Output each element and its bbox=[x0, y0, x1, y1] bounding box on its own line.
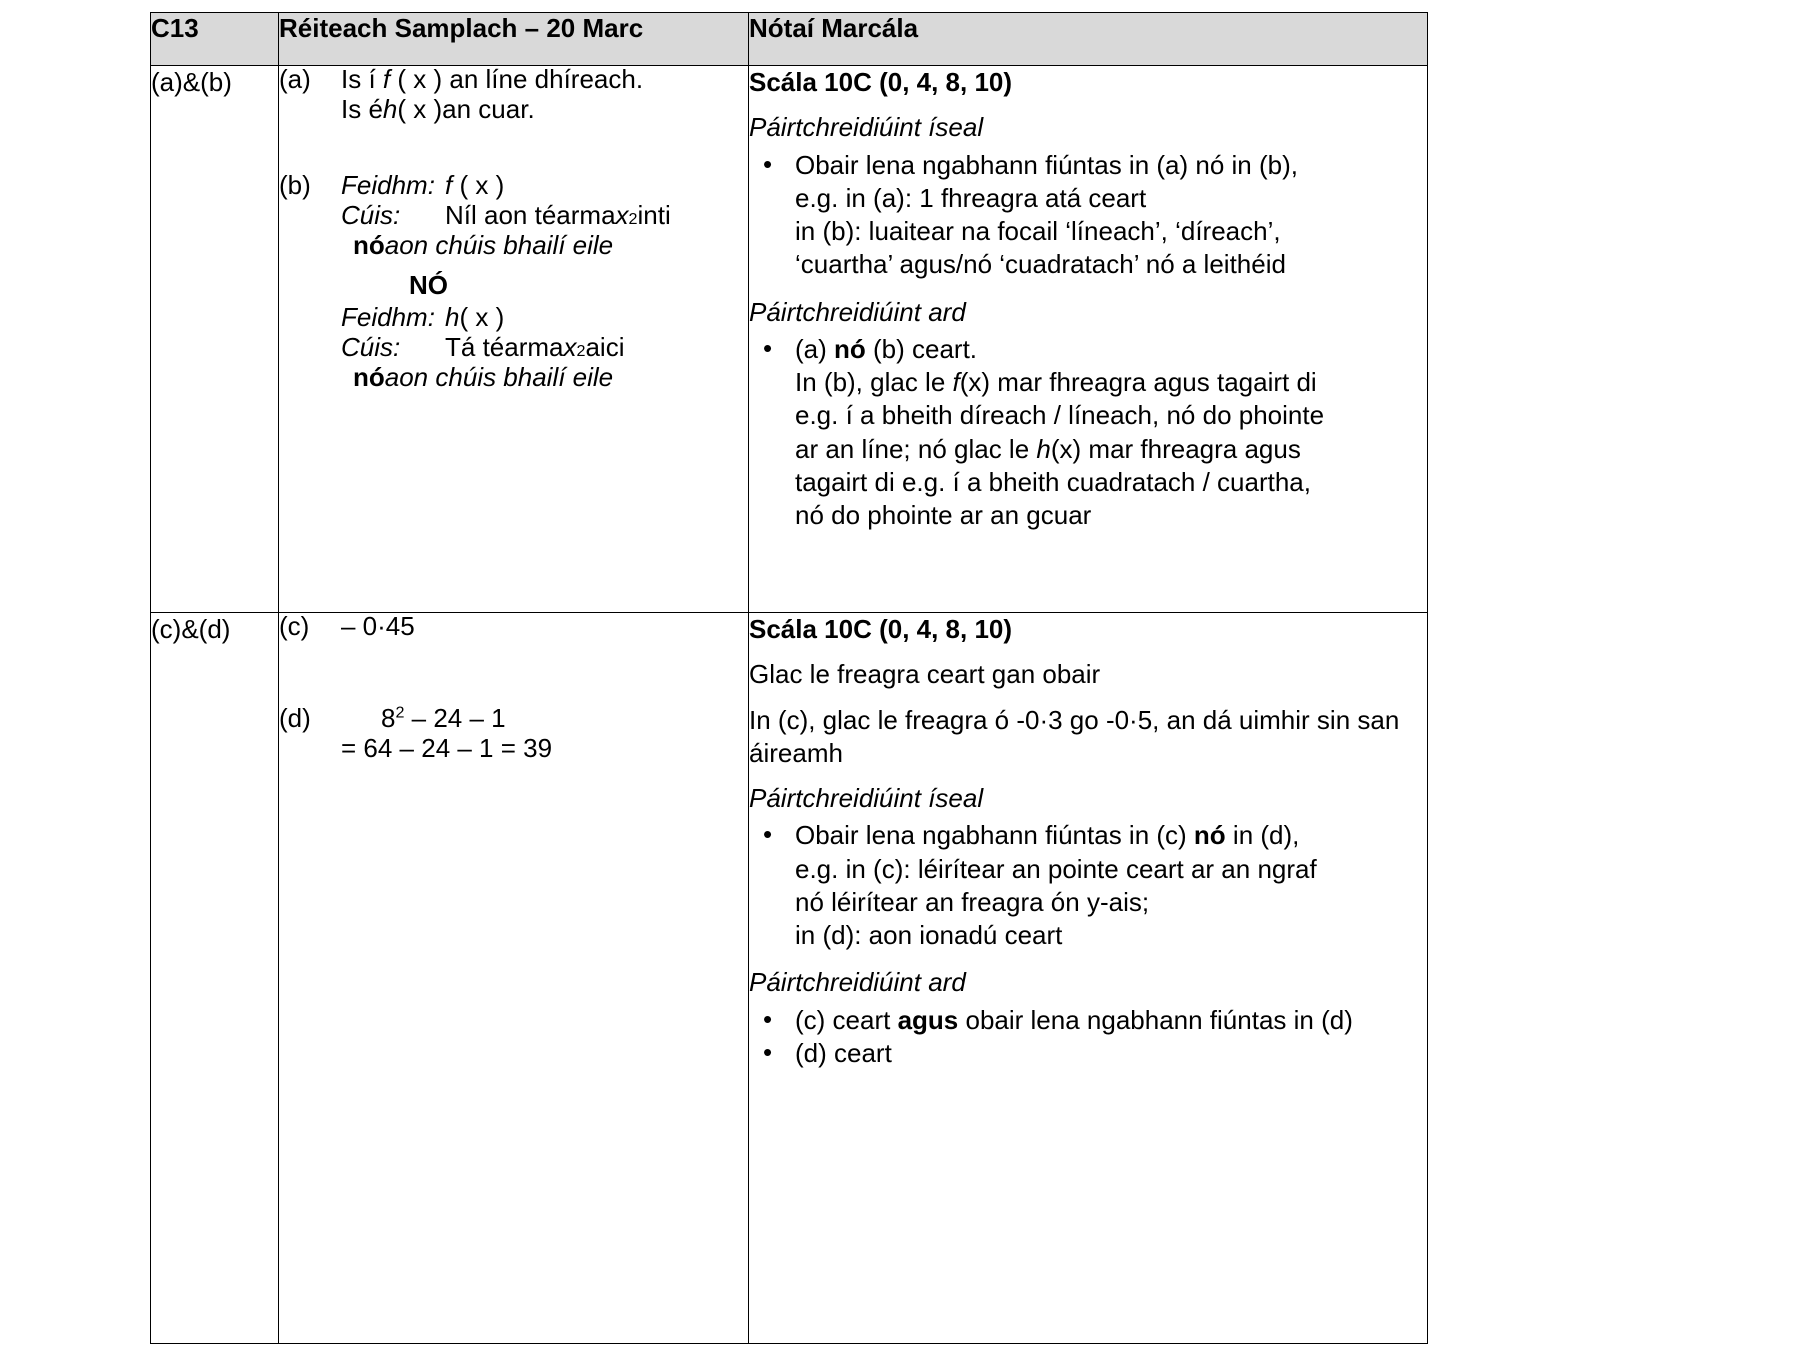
low-bullet-first-ab: Obair lena ngabhann fiúntas in (a) nó in (b), bbox=[795, 149, 1298, 180]
high-credit-heading-cd: Páirtchreidiúint ard bbox=[749, 967, 966, 998]
high-credit-continuation-ab bbox=[749, 366, 1427, 532]
header-question-code: C13 bbox=[151, 13, 279, 66]
b-feidhm-arg: ( x ) bbox=[452, 170, 505, 200]
high-first-pre-ab: (a) bbox=[795, 333, 834, 364]
hc4-pre: tagairt di e.g. í a bheith cuadratach / cuartha, bbox=[795, 466, 1311, 497]
hc5-pre: nó do phointe ar an gcuar bbox=[795, 500, 1092, 531]
scale-heading-ab: Scála 10C (0, 4, 8, 10) bbox=[749, 67, 1013, 97]
d-expression-line2: = 64 – 24 – 1 = 39 bbox=[341, 733, 553, 763]
high-cd-1-post: obair lena ngabhann fiúntas in (d) bbox=[958, 1004, 1353, 1035]
a1-arg: ( x ) bbox=[390, 64, 443, 94]
list-item bbox=[749, 819, 1427, 852]
high-first-bold-ab: nó bbox=[834, 333, 866, 364]
feidhm-colon-1: : bbox=[427, 170, 435, 200]
feidhm-word-1: Feidhm bbox=[341, 170, 428, 200]
list-item bbox=[749, 1004, 1427, 1037]
solution-line-d1 bbox=[279, 705, 748, 731]
cuis-label-2: Cúis: bbox=[341, 332, 401, 362]
hc3-post: mar fhreagra agus bbox=[1081, 433, 1301, 464]
hc1-pre: In (b), glac le bbox=[795, 367, 953, 398]
b2-feidhm-arg: ( x ) bbox=[459, 302, 505, 332]
low-credit-list-ab bbox=[749, 149, 1427, 182]
a1-post: an líne dhíreach. bbox=[442, 64, 644, 94]
b-cuis-variable-x: x bbox=[615, 200, 629, 230]
hc3-mid: (x) bbox=[1050, 433, 1082, 464]
solution-line-b2-no bbox=[279, 364, 748, 390]
low-credit-heading-cd: Páirtchreidiúint íseal bbox=[749, 783, 984, 814]
cuis-label-1 bbox=[341, 202, 445, 228]
a2-function-h: h bbox=[382, 94, 398, 124]
d-exponent: 2 bbox=[395, 703, 405, 722]
b-no-bold: nó bbox=[353, 230, 385, 260]
d-expression-line1 bbox=[341, 705, 748, 731]
table-row bbox=[151, 66, 1428, 613]
b2-no-rest: aon chúis bhailí eile bbox=[384, 362, 614, 392]
part-label-ab: (a)&(b) bbox=[151, 66, 279, 613]
b2-feidhm-function-h: h bbox=[445, 302, 460, 332]
part-label-cd: (c)&(d) bbox=[151, 613, 279, 1344]
low-cont-line-3: ‘cuartha’ agus/nó ‘cuadratach’ nó a leithéid bbox=[795, 249, 1286, 280]
a2-post: an cuar. bbox=[442, 94, 535, 124]
no-separator-1: NÓ bbox=[409, 270, 448, 300]
a1-function-f: f bbox=[382, 64, 391, 94]
low-first-pre-cd: Obair lena ngabhann fiúntas in (c) bbox=[795, 820, 1194, 851]
feidhm-colon-2: : bbox=[427, 302, 435, 332]
b2-cuis-variable-x: x bbox=[563, 332, 577, 362]
solution-line-b2-feidhm bbox=[341, 304, 748, 330]
b-no-rest: aon chúis bhailí eile bbox=[384, 230, 614, 260]
solution-line-c bbox=[279, 613, 748, 639]
high-cont-line-1 bbox=[749, 366, 1427, 399]
low-cd-cont-3: in (d): aon ionadú ceart bbox=[795, 920, 1063, 951]
low-credit-heading-ab: Páirtchreidiúint íseal bbox=[749, 112, 984, 143]
list-item bbox=[749, 333, 1427, 366]
solution-line-b-cuis: Cúis: Níl aon téarma x 2 inti bbox=[341, 200, 671, 230]
high-cd-2-pre: (d) ceart bbox=[795, 1037, 892, 1068]
a1-pre: Is í bbox=[341, 64, 383, 94]
cuis-colon-1: : bbox=[393, 200, 401, 230]
c-answer-value: – 0·45 bbox=[341, 611, 415, 641]
high-credit-heading-ab: Páirtchreidiúint ard bbox=[749, 296, 966, 327]
solution-line-a1 bbox=[279, 66, 748, 92]
hc1-post: mar fhreagra agus tagairt di bbox=[990, 367, 1317, 398]
feidhm-label-2 bbox=[341, 304, 445, 330]
b2-cuis-pre: Tá téarma bbox=[445, 332, 564, 362]
solution-line-d2 bbox=[279, 735, 748, 761]
list-item bbox=[749, 1037, 1427, 1070]
hc1-function-f: f bbox=[952, 367, 960, 398]
spacer bbox=[279, 643, 748, 705]
high-credit-list-ab bbox=[749, 333, 1427, 366]
b-cuis-post: inti bbox=[637, 200, 671, 230]
solution-a1-text bbox=[341, 66, 748, 92]
hc3-pre: ar an líne; nó glac le bbox=[795, 433, 1037, 464]
part-tag-b: (b) bbox=[279, 170, 311, 200]
low-first-bold-cd: nó bbox=[1193, 820, 1226, 851]
high-cd-1-bold: agus bbox=[897, 1004, 959, 1035]
solution-line-b-feidhm bbox=[279, 172, 748, 198]
low-cd-cont-1: e.g. in (c): léirítear an pointe ceart ar an ngraf bbox=[795, 853, 1317, 884]
hc1-mid: (x) bbox=[959, 367, 991, 398]
b-cuis-pre: Níl aon téarma bbox=[445, 200, 616, 230]
hc2-pre: e.g. í a bheith díreach / líneach, nó do phointe bbox=[795, 400, 1325, 431]
high-cont-line-3 bbox=[749, 433, 1427, 466]
b-feidhm-function-f: f bbox=[445, 170, 453, 200]
hc3-function-h: h bbox=[1036, 433, 1051, 464]
b2-no-bold: nó bbox=[353, 362, 385, 392]
low-first-post-cd: in (d), bbox=[1225, 820, 1300, 851]
solution-line-b2-cuis: Cúis: Tá téarma x 2 aici bbox=[341, 332, 625, 362]
low-credit-continuation-cd bbox=[749, 853, 1427, 953]
solution-cell-cd bbox=[279, 613, 749, 1344]
header-solution-column: Réiteach Samplach – 20 Marc bbox=[279, 13, 749, 66]
high-credit-list-cd bbox=[749, 1004, 1427, 1071]
solution-cell-ab bbox=[279, 66, 749, 613]
feidhm-word-2: Feidhm bbox=[341, 302, 428, 332]
d-rest: – 24 – 1 bbox=[404, 703, 506, 733]
low-cont-line-1: e.g. in (a): 1 fhreagra atá ceart bbox=[795, 182, 1147, 213]
cuis-word-1: Cúis bbox=[341, 200, 394, 230]
high-cont-line-2 bbox=[749, 399, 1427, 432]
notes-cell-ab bbox=[749, 66, 1428, 613]
high-first-post-ab: (b) ceart. bbox=[865, 333, 978, 364]
list-item bbox=[749, 149, 1427, 182]
b2-cuis-post: aici bbox=[585, 332, 625, 362]
table-header-row bbox=[151, 13, 1428, 66]
low-credit-continuation-ab bbox=[749, 182, 1427, 282]
part-tag-c: (c) bbox=[279, 611, 310, 641]
high-cd-1-pre: (c) ceart bbox=[795, 1004, 898, 1035]
a2-pre: Is é bbox=[341, 94, 383, 124]
low-cd-cont-2: nó léirítear an freagra ón y-ais; bbox=[795, 886, 1150, 917]
part-tag-a: (a) bbox=[279, 64, 311, 94]
part-tag-d: (d) bbox=[279, 703, 311, 733]
high-cont-line-4 bbox=[749, 466, 1427, 499]
solution-line-a2 bbox=[341, 96, 748, 122]
d-base: 8 bbox=[381, 703, 396, 733]
a2-arg: ( x ) bbox=[397, 94, 443, 124]
low-credit-list-cd bbox=[749, 819, 1427, 852]
low-cont-line-2: in (b): luaitear na focail ‘líneach’, ‘díreach’, bbox=[795, 216, 1281, 247]
table-row bbox=[151, 613, 1428, 1344]
b-feidhm-text bbox=[341, 172, 748, 198]
feidhm-label-1 bbox=[341, 172, 445, 198]
marking-scheme-table bbox=[150, 12, 1428, 1344]
notes-plain-1-cd: Glac le freagra ceart gan obair bbox=[749, 659, 1101, 690]
spacer bbox=[279, 126, 748, 172]
solution-line-b-no bbox=[279, 232, 748, 258]
header-notes-column: Nótaí Marcála bbox=[749, 13, 1428, 66]
high-cont-line-5 bbox=[749, 499, 1427, 532]
scale-heading-cd: Scála 10C (0, 4, 8, 10) bbox=[749, 614, 1013, 644]
notes-cell-cd bbox=[749, 613, 1428, 1344]
notes-plain-2-cd: In (c), glac le freagra ó -0·3 go -0·5, an dá uimhir sin san áireamh bbox=[749, 704, 1400, 768]
